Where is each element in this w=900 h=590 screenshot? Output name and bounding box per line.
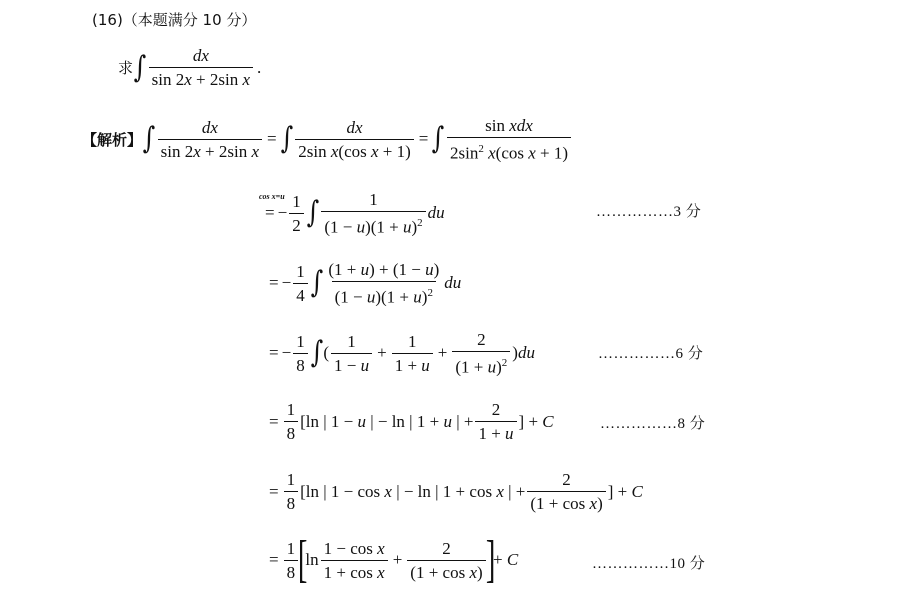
score-10: ……………10 分 [592,556,706,572]
solution-line-1: 【解析】 ∫ $\frac{dx}{\text{sin 2x + 2sin x}}$ = ∫ $\frac{dx}{\text{2sin x(cos x + 1)}}$ = ∫ $\frac{\text{sin xdx}}{2\sin^2 x(\cos x + 1)}$ [82,116,573,163]
problem-integrand: $\frac{dx}{\text{sin 2x + 2sin x}}$ [149,46,253,89]
solution-line-6: = $\frac{1}{8}$ [ln | 1 − cos x | − ln | 1 + cos x | + $\frac{2}{\text{(1 + cos x)}}$ ] + C [269,470,643,513]
problem-header: (16)（本题满分 10 分） [92,11,257,29]
solution-line-3: = − $\frac{1}{4}$ ∫ $\frac{(1 + u) + (1 - u)}{(1 - u)(1 + u)^2}$ du [269,260,462,307]
solution-line-5: = $\frac{1}{8}$ [ln | 1 − u | − ln | 1 + u | + $\frac{2}{1 + u}$ ] + C [269,400,554,443]
solution-line-4: = − $\frac{1}{8}$ ∫ ( $\frac{1}{1 - u}$ + $\frac{1}{1 + u}$ + $\frac{2}{(1 + u)^2}$ )du [269,330,535,377]
ask-prefix: 求 [118,59,134,77]
solution-line-7: = $\frac{1}{8}$ [ ln $\frac{\text{1 − cos x}}{\text{1 + cos x}}$ + $\frac{2}{\text{(1 + cos x)}}$ ] + C [269,531,519,588]
score-6: ……………6 分 [598,346,704,362]
integral-sign: ∫ [133,49,147,85]
solution-label: 【解析】 [82,130,143,149]
problem-statement: 求 ∫ $\frac{dx}{\text{sin 2x + 2sin x}}$ . [118,46,262,89]
score-8: ……………8 分 [600,416,706,432]
substitution-note: cos x=u [259,192,285,202]
solution-line-2: cos x=u = − $\frac{1}{2}$ ∫ $\frac{1}{(1 - u)(1 + u)^2}$ du [259,190,445,237]
score-3: ……………3 分 [596,204,702,220]
